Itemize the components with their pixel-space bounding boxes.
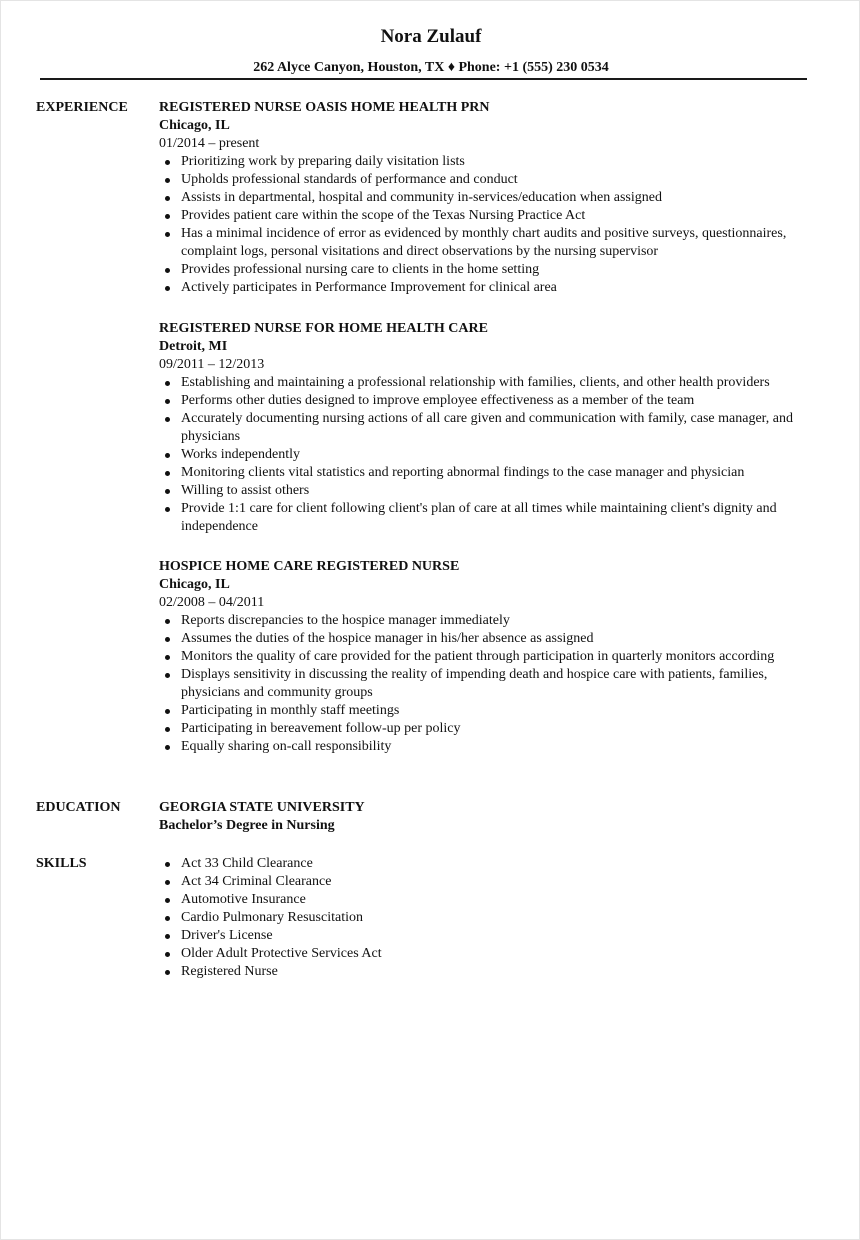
list-item (159, 207, 819, 225)
bullet-icon (165, 745, 170, 750)
list-item (159, 963, 819, 981)
school-name: GEORGIA STATE UNIVERSITY (159, 800, 365, 815)
skill-text: Driver's License (181, 928, 273, 943)
list-item-text: Willing to assist others (181, 483, 310, 498)
bullet-icon (165, 471, 170, 476)
list-item-text: Prioritizing work by preparing daily visitation lists (181, 154, 465, 169)
list-item (159, 891, 819, 909)
skill-text: Act 33 Child Clearance (181, 856, 313, 871)
job-duties-list (159, 374, 819, 536)
skills-entry (159, 855, 819, 981)
list-item-text: Monitors the quality of care provided for the patient through participation in quarterly monitors according (181, 649, 775, 664)
list-item-text: Actively participates in Performance Improvement for clinical area (181, 280, 557, 295)
list-item-text: Equally sharing on-call responsibility (181, 739, 392, 754)
skill-text: Older Adult Protective Services Act (181, 946, 382, 961)
bullet-icon (165, 673, 170, 678)
list-item-text: Accurately documenting nursing actions of all care given and communication with family, case manager, and physicians (181, 411, 793, 444)
bullet-icon (165, 934, 170, 939)
list-item-text: Participating in bereavement follow-up per policy (181, 721, 461, 736)
job-location: Detroit, MI (159, 339, 228, 354)
candidate-name: Nora Zulauf (380, 26, 482, 47)
skill-text: Act 34 Criminal Clearance (181, 874, 332, 889)
education-entry (159, 799, 819, 835)
job-entry (159, 558, 819, 756)
section-label-skills: SKILLS (36, 856, 87, 871)
list-item (159, 410, 819, 446)
job-duties-list (159, 612, 819, 756)
bullet-icon (165, 286, 170, 291)
list-item (159, 648, 819, 666)
list-item-text: Works independently (181, 447, 301, 462)
bullet-icon (165, 637, 170, 642)
bullet-icon (165, 453, 170, 458)
job-entry (159, 320, 819, 536)
list-item (159, 500, 819, 536)
bullet-icon (165, 399, 170, 404)
list-item (159, 738, 819, 756)
bullet-icon (165, 898, 170, 903)
bullet-icon (165, 709, 170, 714)
bullet-icon (165, 862, 170, 867)
list-item-text: Provide 1:1 care for client following client's plan of care at all times while maintaining client's dignity and independence (181, 501, 777, 534)
list-item (159, 702, 819, 720)
list-item (159, 927, 819, 945)
bullet-icon (165, 232, 170, 237)
list-item-text: Upholds professional standards of performance and conduct (181, 172, 518, 187)
list-item-text: Provides patient care within the scope of the Texas Nursing Practice Act (181, 208, 586, 223)
list-item (159, 945, 819, 963)
list-item (159, 612, 819, 630)
list-item (159, 392, 819, 410)
job-dates: 02/2008 – 04/2011 (159, 595, 265, 610)
list-item (159, 909, 819, 927)
job-duties-list (159, 153, 819, 297)
list-item-text: Performs other duties designed to improve employee effectiveness as a member of the team (181, 393, 695, 408)
list-item (159, 279, 819, 297)
degree: Bachelor’s Degree in Nursing (159, 818, 335, 833)
bullet-icon (165, 952, 170, 957)
list-item (159, 720, 819, 738)
bullet-icon (165, 160, 170, 165)
job-title: HOSPICE HOME CARE REGISTERED NURSE (159, 559, 460, 574)
bullet-icon (165, 619, 170, 624)
list-item (159, 482, 819, 500)
list-item (159, 630, 819, 648)
list-item-text: Reports discrepancies to the hospice manager immediately (181, 613, 510, 628)
contact-line: 262 Alyce Canyon, Houston, TX ♦ Phone: +1 (555) 230 0534 (253, 60, 609, 75)
list-item (159, 171, 819, 189)
list-item-text: Participating in monthly staff meetings (181, 703, 400, 718)
job-dates: 09/2011 – 12/2013 (159, 357, 265, 372)
skills-list (159, 855, 819, 981)
section-label-education: EDUCATION (36, 800, 121, 815)
list-item (159, 446, 819, 464)
list-item-text: Assumes the duties of the hospice manager in his/her absence as assigned (181, 631, 594, 646)
bullet-icon (165, 489, 170, 494)
section-label-experience: EXPERIENCE (36, 100, 128, 115)
job-location: Chicago, IL (159, 118, 230, 133)
bullet-icon (165, 916, 170, 921)
skill-text: Automotive Insurance (181, 892, 306, 907)
list-item (159, 855, 819, 873)
list-item (159, 464, 819, 482)
list-item-text: Displays sensitivity in discussing the reality of impending death and hospice care with patients, families, physicians and community groups (181, 667, 768, 700)
list-item (159, 225, 819, 261)
list-item (159, 873, 819, 891)
job-dates: 01/2014 – present (159, 136, 260, 151)
skill-text: Registered Nurse (181, 964, 278, 979)
list-item (159, 666, 819, 702)
bullet-icon (165, 417, 170, 422)
bullet-icon (165, 727, 170, 732)
bullet-icon (165, 178, 170, 183)
list-item (159, 153, 819, 171)
list-item (159, 189, 819, 207)
bullet-icon (165, 880, 170, 885)
bullet-icon (165, 214, 170, 219)
bullet-icon (165, 268, 170, 273)
list-item-text: Has a minimal incidence of error as evidenced by monthly chart audits and positive surveys, questionnaires, complaint logs, personal visitations and direct observations by the nursing supervisor (181, 226, 787, 259)
list-item (159, 374, 819, 392)
skill-text: Cardio Pulmonary Resuscitation (181, 910, 363, 925)
bullet-icon (165, 655, 170, 660)
list-item-text: Establishing and maintaining a professional relationship with families, clients, and other health providers (181, 375, 770, 390)
job-title: REGISTERED NURSE OASIS HOME HEALTH PRN (159, 100, 490, 115)
list-item (159, 261, 819, 279)
job-location: Chicago, IL (159, 577, 230, 592)
list-item-text: Assists in departmental, hospital and community in-services/education when assigned (181, 190, 662, 205)
list-item-text: Monitoring clients vital statistics and reporting abnormal findings to the case manager and physician (181, 465, 745, 480)
list-item-text: Provides professional nursing care to clients in the home setting (181, 262, 540, 277)
bullet-icon (165, 381, 170, 386)
job-title: REGISTERED NURSE FOR HOME HEALTH CARE (159, 321, 488, 336)
job-entry (159, 99, 819, 297)
bullet-icon (165, 196, 170, 201)
header-divider (40, 78, 807, 80)
bullet-icon (165, 507, 170, 512)
bullet-icon (165, 970, 170, 975)
